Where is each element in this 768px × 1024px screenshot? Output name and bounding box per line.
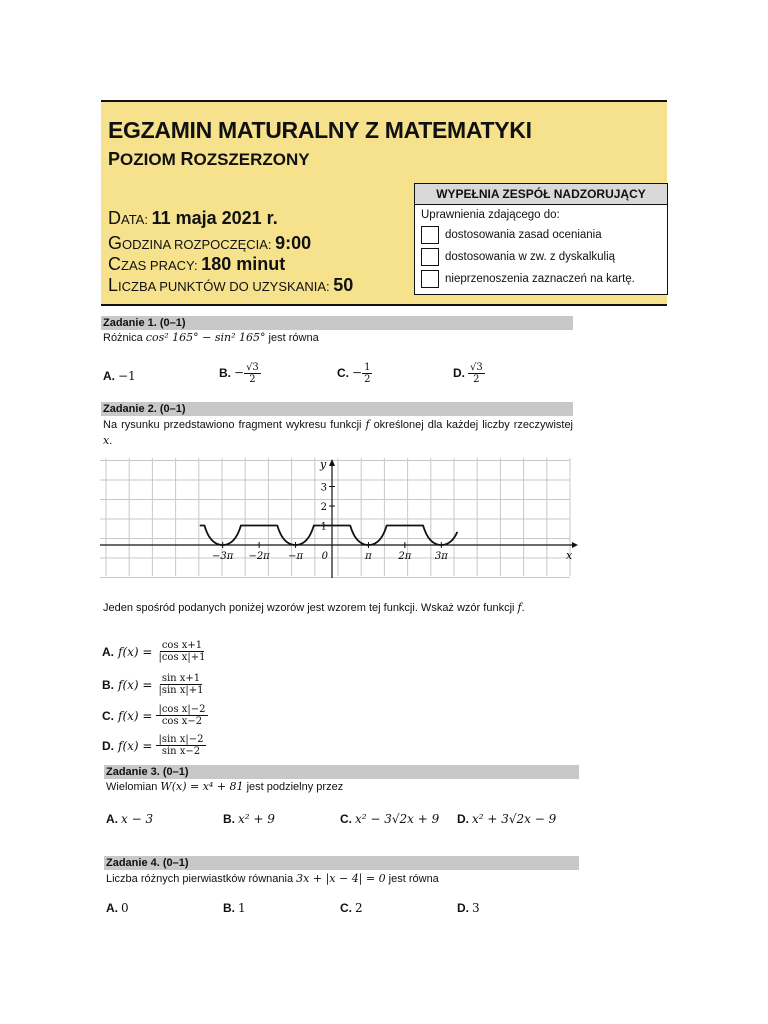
function-graph [100, 456, 580, 578]
x-axis-label: x [566, 549, 573, 562]
task-4-answer-d[interactable]: D. 3 [457, 901, 480, 915]
function-curve [200, 526, 458, 546]
x-tick-label: −3π [212, 551, 234, 562]
y-tick-label: 1 [320, 521, 327, 533]
task-1-answer-c[interactable]: C. − $\frac{1}{2}$ [337, 362, 371, 385]
permission-checkbox[interactable] [421, 270, 439, 288]
permission-option[interactable]: dostosowania w zw. z dyskalkulią [421, 248, 615, 266]
exam-date: DATA: 11 maja 2021 r. [108, 208, 278, 228]
task-2-answer-d[interactable]: D. f(x) = $\frac{\text{|sin x|−2}}{\text{sin x−2}}$ [102, 734, 204, 757]
permissions-label: Uprawnienia zdającego do: [421, 209, 560, 221]
x-tick-label: −π [288, 551, 304, 562]
task-4-answer-a[interactable]: A. 0 [106, 901, 129, 915]
y-tick-label: 3 [320, 482, 327, 494]
task-2-answer-c[interactable]: C. f(x) = $\frac{\text{|cos x|−2}}{\text{cos x−2}}$ [102, 704, 206, 727]
task-3-answer-c[interactable]: C. x² − 3√2x + 9 [340, 812, 440, 826]
permission-checkbox[interactable] [421, 226, 439, 244]
task-2-text: Na rysunku przedstawiono fragment wykresu funkcji f określonej dla każdej liczby rzeczywistej x. [103, 418, 574, 447]
permission-option[interactable]: dostosowania zasad oceniania [421, 226, 602, 244]
task-1-answer-b[interactable]: B. − $\frac{√3}{2}$ [219, 362, 259, 385]
permission-checkbox[interactable] [421, 248, 439, 266]
exam-level: POZIOM ROZSZERZONY [108, 149, 310, 169]
task-3-answer-d[interactable]: D. x² + 3√2x − 9 [457, 812, 557, 826]
task-3-answer-a[interactable]: A. x − 3 [106, 812, 154, 826]
exam-title: EGZAMIN MATURALNY Z MATEMATYKI [108, 117, 532, 143]
exam-header [101, 100, 667, 306]
task-1-heading: Zadanie 1. (0–1) [101, 316, 573, 330]
y-tick-label: 2 [320, 502, 327, 513]
permission-option[interactable]: nieprzenoszenia zaznaczeń na kartę. [421, 270, 635, 288]
supervisor-heading: WYPEŁNIA ZESPÓŁ NADZORUJĄCY [415, 184, 667, 205]
y-axis-label: y [320, 458, 327, 471]
x-axis-arrow [572, 542, 578, 548]
x-tick-label: 2π [398, 551, 412, 562]
x-tick-label: 3π [434, 551, 448, 562]
task-2-answer-b[interactable]: B. f(x) = $\frac{\text{sin x+1}}{\text{|sin x|+1}}$ [102, 673, 204, 696]
task-1-answer-d[interactable]: D. $\frac{√3}{2}$ [453, 362, 483, 385]
exam-points: LICZBA PUNKTÓW DO UZYSKANIA: 50 [108, 275, 354, 295]
exam-start-time: GODZINA ROZPOCZĘCIA: 9:00 [108, 233, 312, 253]
task-4-heading: Zadanie 4. (0–1) [104, 856, 579, 870]
task-2-question: Jeden spośród podanych poniżej wzorów jest wzorem tej funkcji. Wskaż wzór funkcji f. [103, 601, 525, 614]
graph-grid [100, 458, 570, 578]
task-3-answer-b[interactable]: B. x² + 9 [223, 812, 275, 826]
task-1-text: Różnica cos² 165° − sin² 165° jest równa [103, 331, 319, 344]
x-tick-label: −2π [248, 551, 270, 562]
supervisor-box [414, 183, 668, 295]
task-2-heading: Zadanie 2. (0–1) [101, 402, 573, 416]
task-1-answer-a[interactable]: A. −1 [103, 369, 136, 383]
x-tick-label: 0 [321, 551, 328, 562]
x-tick-label: π [365, 551, 372, 562]
task-4-answer-b[interactable]: B. 1 [223, 901, 246, 915]
exam-duration: CZAS PRACY: 180 minut [108, 254, 286, 274]
task-4-answer-c[interactable]: C. 2 [340, 901, 363, 915]
task-3-text: Wielomian W(x) = x⁴ + 81 jest podzielny przez [106, 780, 344, 793]
task-3-heading: Zadanie 3. (0–1) [104, 765, 579, 779]
task-2-answer-a[interactable]: A. f(x) = $\frac{\text{cos x+1}}{\text{|cos x|+1}}$ [102, 640, 206, 663]
task-4-text: Liczba różnych pierwiastków równania 3x + |x − 4| = 0 jest równa [106, 872, 439, 885]
